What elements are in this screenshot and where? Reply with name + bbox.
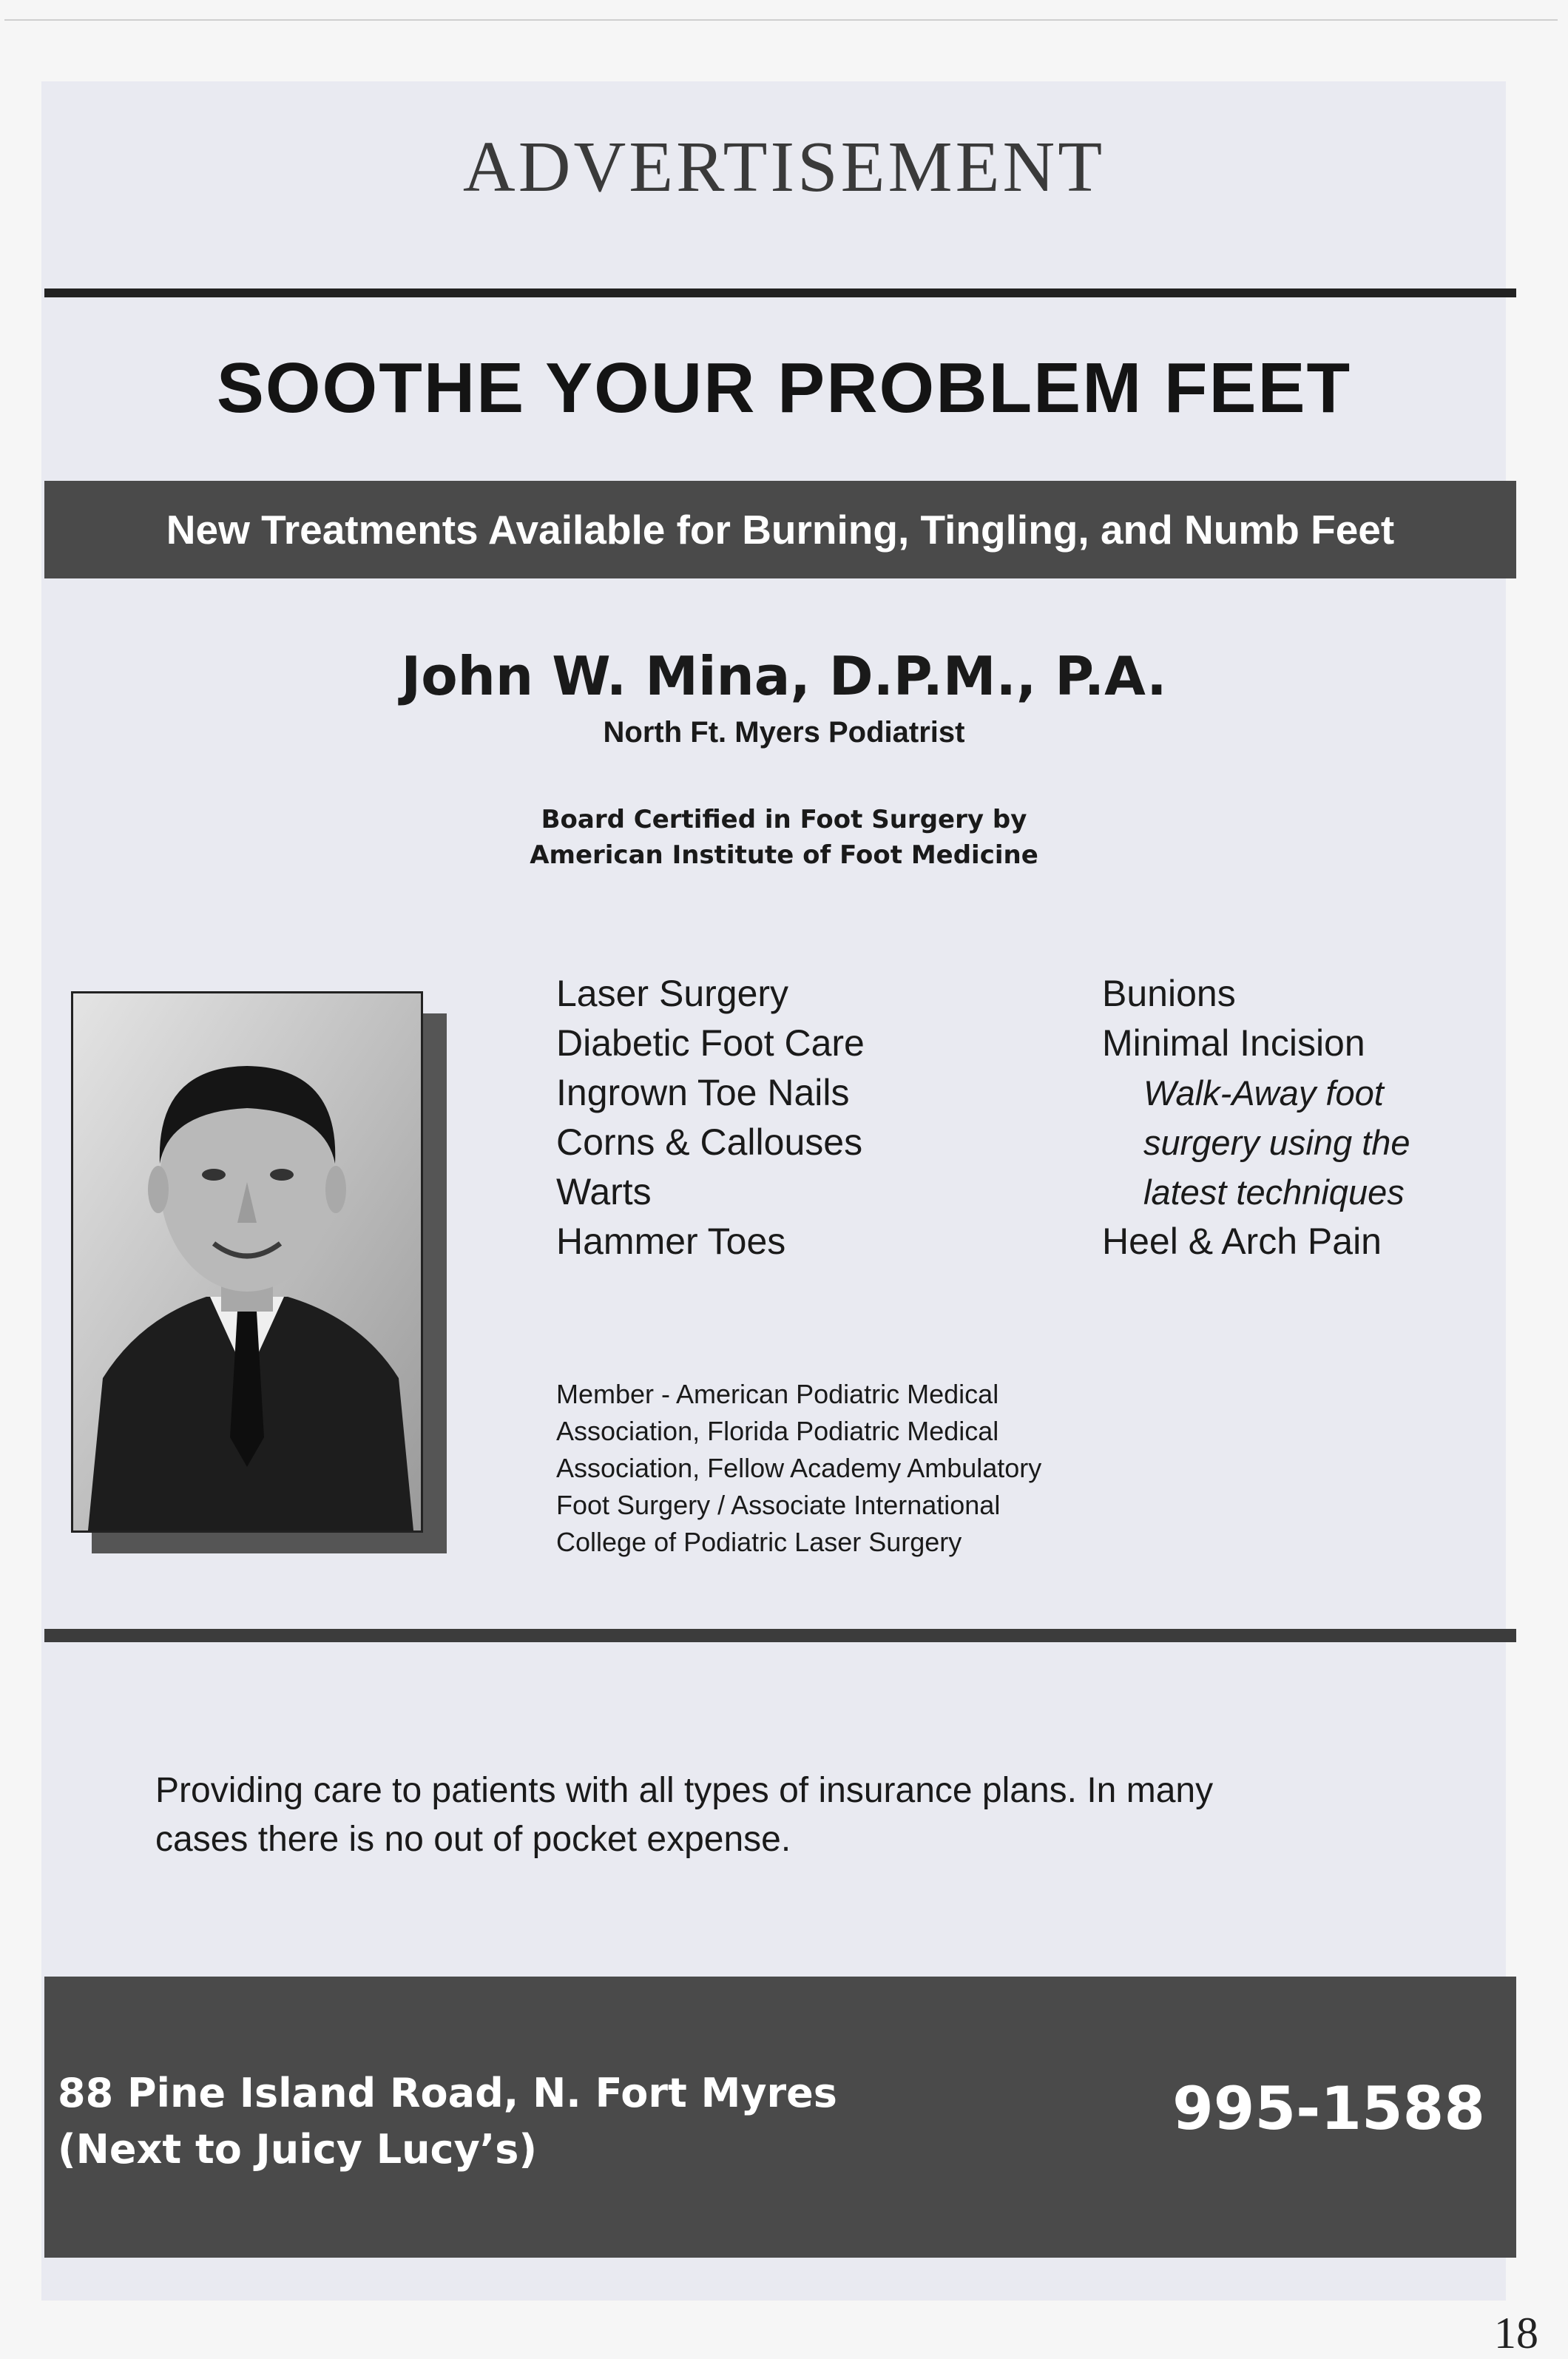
page-number: 18 [1494, 2309, 1538, 2358]
service-note: surgery using the [1143, 1123, 1410, 1162]
certification-line-2: American Institute of Foot Medicine [530, 840, 1038, 870]
address-line-2: (Next to Juicy Lucy’s) [58, 2126, 538, 2173]
doctor-photo [71, 991, 423, 1533]
membership-line: Association, Fellow Academy Ambulatory [556, 1453, 1042, 1483]
top-divider [44, 288, 1516, 297]
certification [0, 802, 1568, 873]
membership-line: College of Podiatric Laser Surgery [556, 1527, 962, 1557]
middle-divider [44, 1629, 1516, 1642]
service-item: Laser Surgery [556, 973, 789, 1014]
subheadline-band: New Treatments Available for Burning, Tingling, and Numb Feet [44, 481, 1516, 578]
membership-line: Foot Surgery / Associate International [556, 1490, 1001, 1520]
doctor-name: John W. Mina, D.P.M., P.A. [401, 645, 1167, 707]
service-item: Diabetic Foot Care [556, 1022, 865, 1064]
insurance-line: Providing care to patients with all types of insurance plans. In many [155, 1771, 1214, 1810]
service-note: Walk-Away foot [1143, 1073, 1384, 1113]
services-left-column [556, 969, 865, 1266]
contact-band [44, 1977, 1516, 2258]
advertisement-label: ADVERTISEMENT [462, 127, 1106, 207]
address [58, 2065, 837, 2178]
service-item: Minimal Incision [1102, 1022, 1365, 1064]
membership-line: Member - American Podiatric Medical [556, 1379, 999, 1409]
membership-line: Association, Florida Podiatric Medical [556, 1416, 999, 1446]
service-item: Hammer Toes [556, 1221, 786, 1262]
service-item: Warts [556, 1171, 652, 1212]
membership-text [556, 1376, 1163, 1561]
certification-line-1: Board Certified in Foot Surgery by [541, 805, 1027, 834]
doctor-title: North Ft. Myers Podiatrist [603, 716, 965, 749]
insurance-text [155, 1766, 1427, 1864]
service-item: Heel & Arch Pain [1102, 1221, 1382, 1262]
address-line-1: 88 Pine Island Road, N. Fort Myres [58, 2070, 837, 2116]
service-item: Corns & Callouses [556, 1121, 863, 1163]
service-note: latest techniques [1143, 1172, 1405, 1212]
phone-number: 995-1588 [1172, 2074, 1485, 2143]
service-item: Bunions [1102, 973, 1236, 1014]
insurance-line: cases there is no out of pocket expense. [155, 1820, 791, 1859]
page-edge [4, 19, 1558, 21]
service-item: Ingrown Toe Nails [556, 1072, 850, 1113]
services-right-column [1102, 969, 1410, 1266]
headline: SOOTHE YOUR PROBLEM FEET [216, 348, 1352, 428]
doctor-portrait-icon [73, 993, 421, 1531]
